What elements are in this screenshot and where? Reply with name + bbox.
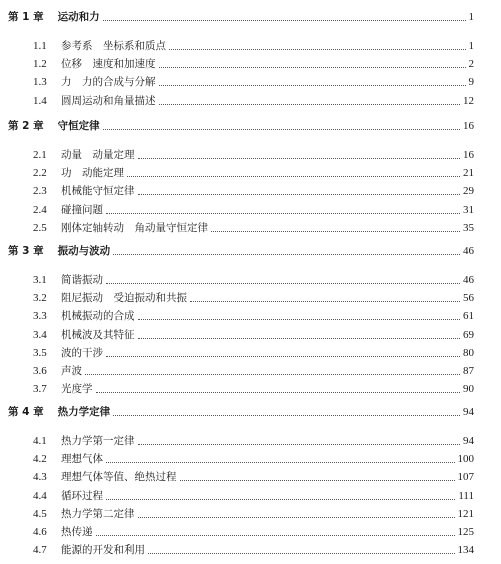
- chapter-number: 第 3 章: [8, 245, 44, 257]
- dot-leader: [96, 534, 455, 536]
- dot-leader: [138, 337, 461, 339]
- section-page-number: 46: [463, 274, 474, 286]
- dot-leader: [138, 318, 461, 320]
- section-page-number: 35: [463, 221, 474, 234]
- chapter-title: 热力学定律: [57, 406, 111, 418]
- section-number: 3.6: [33, 365, 47, 377]
- section-page-number: 121: [457, 507, 474, 520]
- section-page-number: 125: [457, 526, 474, 538]
- toc-section-entry[interactable]: [33, 55, 474, 71]
- toc-section-entry[interactable]: [33, 541, 474, 557]
- toc-chapter-entry[interactable]: [8, 403, 474, 419]
- section-page-number: 29: [463, 185, 474, 198]
- chapter-title: 守恒定律: [57, 120, 100, 132]
- section-title: 波的干涉: [61, 346, 103, 359]
- section-page-number: 31: [463, 203, 474, 216]
- toc-section-entry[interactable]: [33, 164, 474, 180]
- section-number: 2.1: [33, 149, 47, 161]
- section-title: 圆周运动和角量描述: [61, 94, 156, 107]
- toc-section-entry[interactable]: [33, 505, 474, 521]
- section-page-number: 61: [463, 310, 474, 323]
- section-number: 1.3: [33, 76, 47, 89]
- section-number: 4.2: [33, 453, 47, 466]
- section-page-number: 21: [463, 167, 474, 180]
- toc-section-entry[interactable]: [33, 523, 474, 539]
- chapter-number: 第 4 章: [8, 406, 44, 418]
- section-title: 机械振动的合成: [61, 310, 135, 323]
- dot-leader: [103, 19, 466, 21]
- section-number: 3.1: [33, 274, 47, 286]
- section-number: 1.4: [33, 94, 47, 107]
- dot-leader: [106, 355, 460, 357]
- section-number: 2.4: [33, 203, 47, 216]
- toc-section-entry[interactable]: [33, 92, 474, 108]
- section-number: 3.4: [33, 328, 47, 341]
- chapter-page-number: 1: [468, 11, 474, 23]
- dot-leader: [190, 300, 460, 302]
- chapter-title: 振动与波动: [57, 245, 111, 257]
- section-title: 动量 动量定理: [61, 149, 135, 161]
- section-title: 循环过程: [61, 489, 103, 502]
- section-title: 理想气体等值、绝热过程: [61, 471, 177, 484]
- section-number: 4.4: [33, 489, 47, 502]
- section-number: 2.2: [33, 167, 47, 180]
- section-number: 1.1: [33, 40, 47, 52]
- toc-section-entry[interactable]: [33, 487, 474, 503]
- toc-section-entry[interactable]: [33, 362, 474, 378]
- section-title: 参考系 坐标系和质点: [61, 40, 166, 52]
- section-page-number: 134: [457, 544, 474, 557]
- section-title: 光度学: [61, 383, 93, 396]
- dot-leader: [138, 443, 461, 445]
- toc-section-entry[interactable]: [33, 201, 474, 217]
- section-number: 3.3: [33, 310, 47, 323]
- section-number: 2.5: [33, 221, 47, 234]
- section-number: 4.3: [33, 471, 47, 484]
- section-number: 4.5: [33, 507, 47, 520]
- section-title: 理想气体: [61, 453, 103, 466]
- section-page-number: 94: [463, 435, 474, 447]
- dot-leader: [148, 552, 455, 554]
- section-number: 3.5: [33, 346, 47, 359]
- section-title: 热力学第二定律: [61, 507, 135, 520]
- section-title: 机械波及其特征: [61, 328, 135, 341]
- dot-leader: [169, 48, 466, 50]
- chapter-title: 运动和力: [57, 11, 100, 23]
- section-title: 热力学第一定律: [61, 435, 135, 447]
- dot-leader: [138, 193, 461, 195]
- section-title: 能源的开发和利用: [61, 544, 145, 557]
- section-page-number: 56: [463, 292, 474, 305]
- dot-leader: [106, 498, 455, 500]
- dot-leader: [113, 253, 460, 255]
- toc-section-entry[interactable]: [33, 271, 474, 287]
- dot-leader: [96, 391, 461, 393]
- section-number: 4.1: [33, 435, 47, 447]
- toc-chapter-entry[interactable]: [8, 117, 474, 133]
- toc-section-entry[interactable]: [33, 307, 474, 323]
- section-number: 4.6: [33, 526, 47, 538]
- section-page-number: 9: [468, 76, 474, 89]
- section-title: 机械能守恒定律: [61, 185, 135, 198]
- section-page-number: 107: [457, 471, 474, 484]
- section-title: 位移 速度和加速度: [61, 58, 156, 71]
- section-title: 热传递: [61, 526, 93, 538]
- chapter-page-number: 94: [463, 406, 474, 418]
- section-page-number: 87: [463, 365, 474, 377]
- dot-leader: [85, 373, 460, 375]
- section-number: 1.2: [33, 58, 47, 71]
- dot-leader: [103, 128, 460, 130]
- section-page-number: 80: [463, 346, 474, 359]
- toc-section-entry[interactable]: [33, 344, 474, 360]
- section-page-number: 111: [458, 489, 474, 502]
- dot-leader: [211, 230, 460, 232]
- toc-chapter-entry[interactable]: [8, 8, 474, 24]
- section-title: 声波: [61, 365, 82, 377]
- chapter-number: 第 1 章: [8, 11, 44, 23]
- toc-section-entry[interactable]: [33, 380, 474, 396]
- toc-section-entry[interactable]: [33, 37, 474, 53]
- dot-leader: [106, 461, 455, 463]
- section-number: 2.3: [33, 185, 47, 198]
- toc-section-entry[interactable]: [33, 289, 474, 305]
- section-number: 4.7: [33, 544, 47, 557]
- dot-leader: [113, 414, 460, 416]
- section-page-number: 69: [463, 328, 474, 341]
- section-page-number: 100: [457, 453, 474, 466]
- section-page-number: 12: [463, 94, 474, 107]
- chapter-number: 第 2 章: [8, 120, 44, 132]
- dot-leader: [106, 212, 460, 214]
- dot-leader: [127, 175, 460, 177]
- section-number: 3.2: [33, 292, 47, 305]
- toc-section-entry[interactable]: [33, 326, 474, 342]
- dot-leader: [159, 84, 466, 86]
- toc-section-entry[interactable]: [33, 468, 474, 484]
- section-title: 功 动能定理: [61, 167, 124, 180]
- dot-leader: [159, 66, 466, 68]
- section-title: 刚体定轴转动 角动量守恒定律: [61, 221, 208, 234]
- section-title: 阻尼振动 受迫振动和共振: [61, 292, 187, 305]
- toc-section-entry[interactable]: [33, 73, 474, 89]
- section-page-number: 1: [468, 40, 474, 52]
- section-title: 简谐振动: [61, 274, 103, 286]
- toc-chapter-entry[interactable]: [8, 242, 474, 258]
- chapter-page-number: 46: [463, 245, 474, 257]
- chapter-page-number: 16: [463, 120, 474, 132]
- section-number: 3.7: [33, 383, 47, 396]
- section-page-number: 90: [463, 383, 474, 396]
- dot-leader: [138, 516, 455, 518]
- section-page-number: 2: [468, 58, 474, 71]
- toc-section-entry[interactable]: [33, 182, 474, 198]
- section-page-number: 16: [463, 149, 474, 161]
- toc-section-entry[interactable]: [33, 432, 474, 448]
- dot-leader: [180, 479, 455, 481]
- toc-section-entry[interactable]: [33, 146, 474, 162]
- dot-leader: [138, 157, 461, 159]
- section-title: 力 力的合成与分解: [61, 76, 156, 89]
- toc-section-entry[interactable]: [33, 450, 474, 466]
- dot-leader: [106, 282, 460, 284]
- dot-leader: [159, 103, 461, 105]
- toc-section-entry[interactable]: [33, 219, 474, 235]
- section-title: 碰撞问题: [61, 203, 103, 216]
